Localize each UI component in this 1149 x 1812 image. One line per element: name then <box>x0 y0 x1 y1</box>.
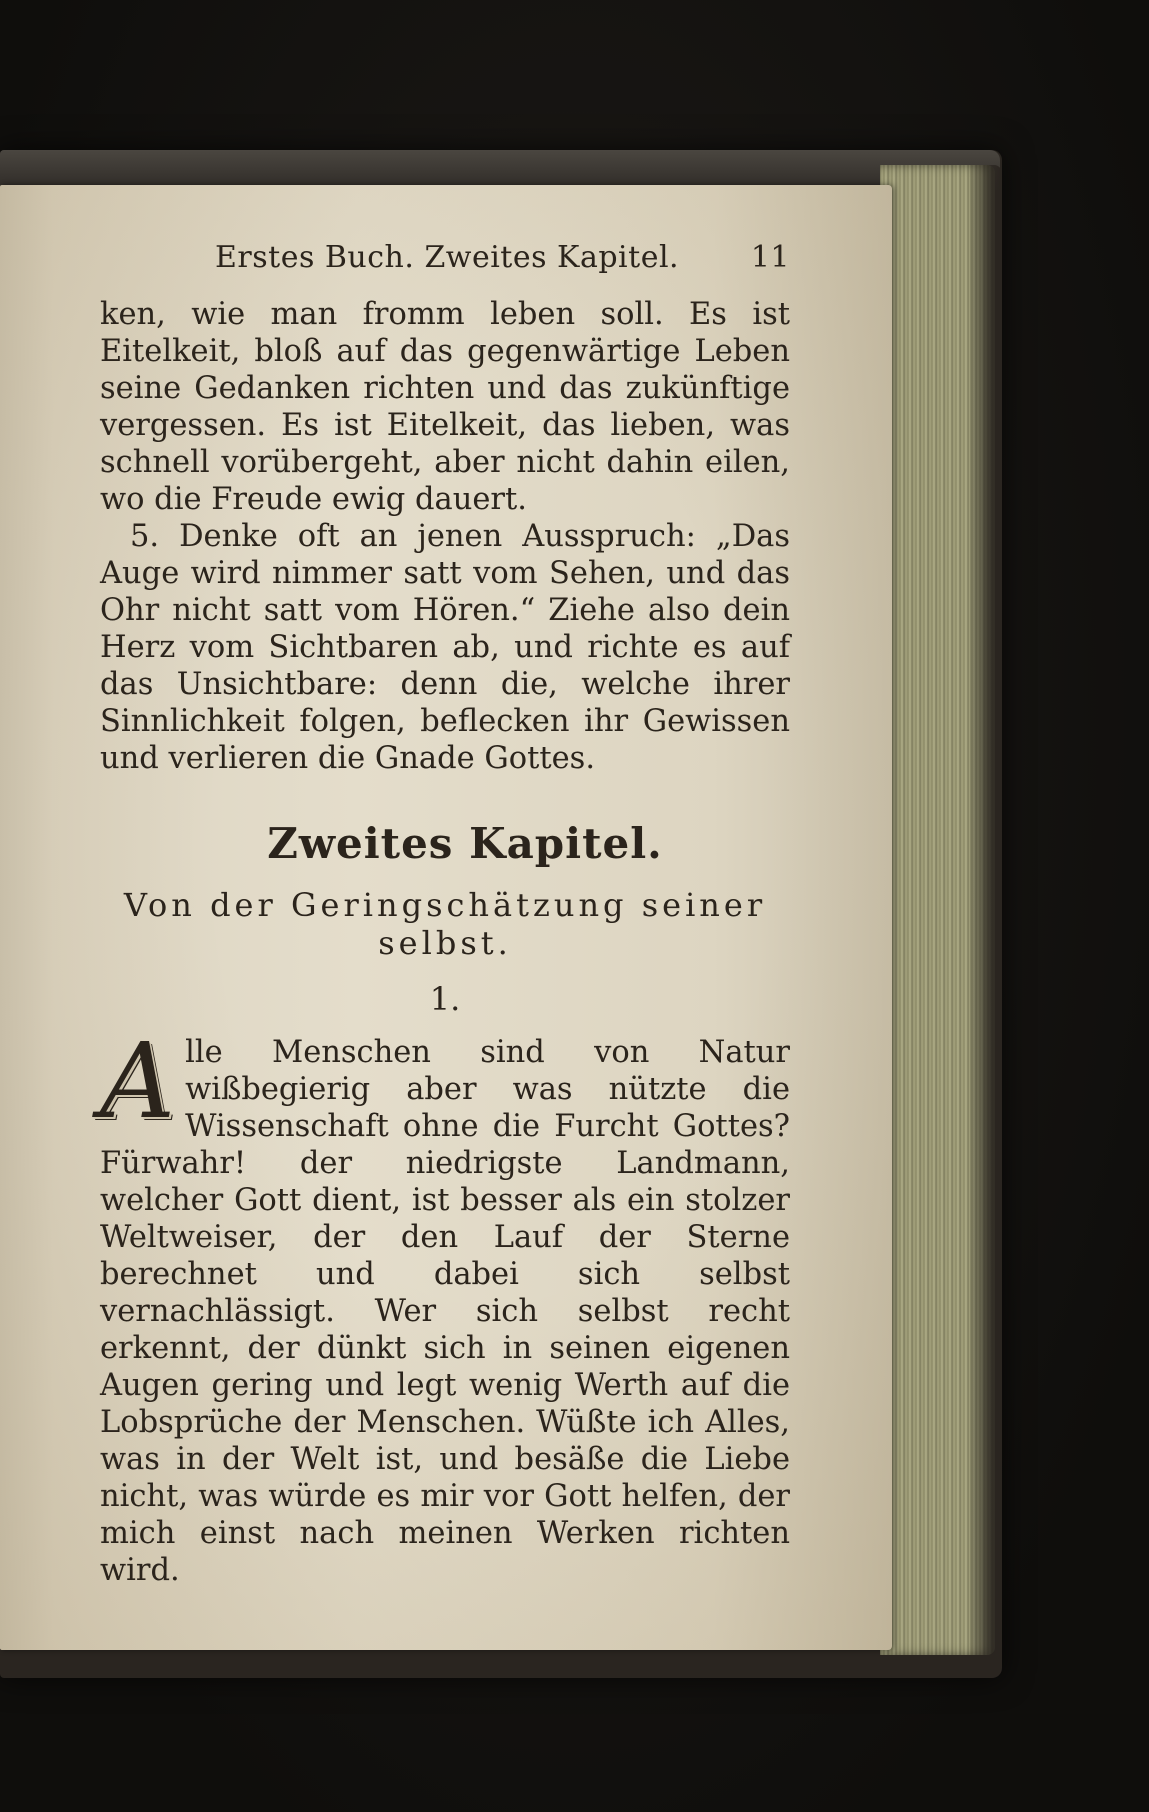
continued-paragraph: ken, wie man fromm leben soll. Es ist Eitelkeit, bloß auf das gegenwärtige Leben seine Gedanken richten und das zukünftige vergessen. Es ist Eitelkeit, das lieben, was schnell vorübergeht, aber nicht dahin eilen, wo die Freude ewig dauert. <box>100 297 790 517</box>
page-text-block <box>100 240 790 1589</box>
paragraph-5: 5. Denke oft an jenen Ausspruch: „Das Auge wird nimmer satt vom Sehen, und das Ohr nicht satt vom Hören.“ Ziehe also dein Herz vom Sichtbaren ab, und richte es auf das Unsichtbare: denn die, welche ihrer Sinnlichkeit folgen, beflecken ihr Gewissen und verlieren die Gnade Gottes. <box>100 519 790 776</box>
chapter-subtitle: Von der Geringschätzung seiner selbst. <box>123 886 767 962</box>
body-text <box>100 296 790 777</box>
book-page <box>0 185 892 1650</box>
book-cover-top-edge <box>0 150 1000 190</box>
book-back-cover-edge <box>970 165 1002 1655</box>
section-number: 1. <box>429 980 461 1018</box>
drop-cap-initial: A <box>100 1020 176 1142</box>
page-number: 11 <box>750 240 790 275</box>
running-head-title: Erstes Buch. Zweites Kapitel. <box>215 240 680 275</box>
section-1-paragraph <box>100 1020 790 1589</box>
running-head <box>100 240 790 296</box>
chapter-title: Zweites Kapitel. <box>267 819 663 868</box>
section-1-text: lle Menschen sind von Natur wißbegierig aber was nützte die Wissenschaft ohne die Furcht Gottes? Fürwahr! der niedrigste Landmann, welcher Gott dient, ist besser als ein stolzer Weltweiser, der den Lauf der Sterne berechnet und dabei sich selbst vernachlässigt. Wer sich selbst recht erkennt, der dünkt sich in seinen eigenen Augen gering und legt wenig Werth auf die Lobsprüche der Menschen. Wüßte ich Alles, was in der Welt ist, und besäße die Liebe nicht, was würde es mir vor Gott helfen, der mich einst nach meinen Werken richten wird. <box>100 1035 790 1588</box>
